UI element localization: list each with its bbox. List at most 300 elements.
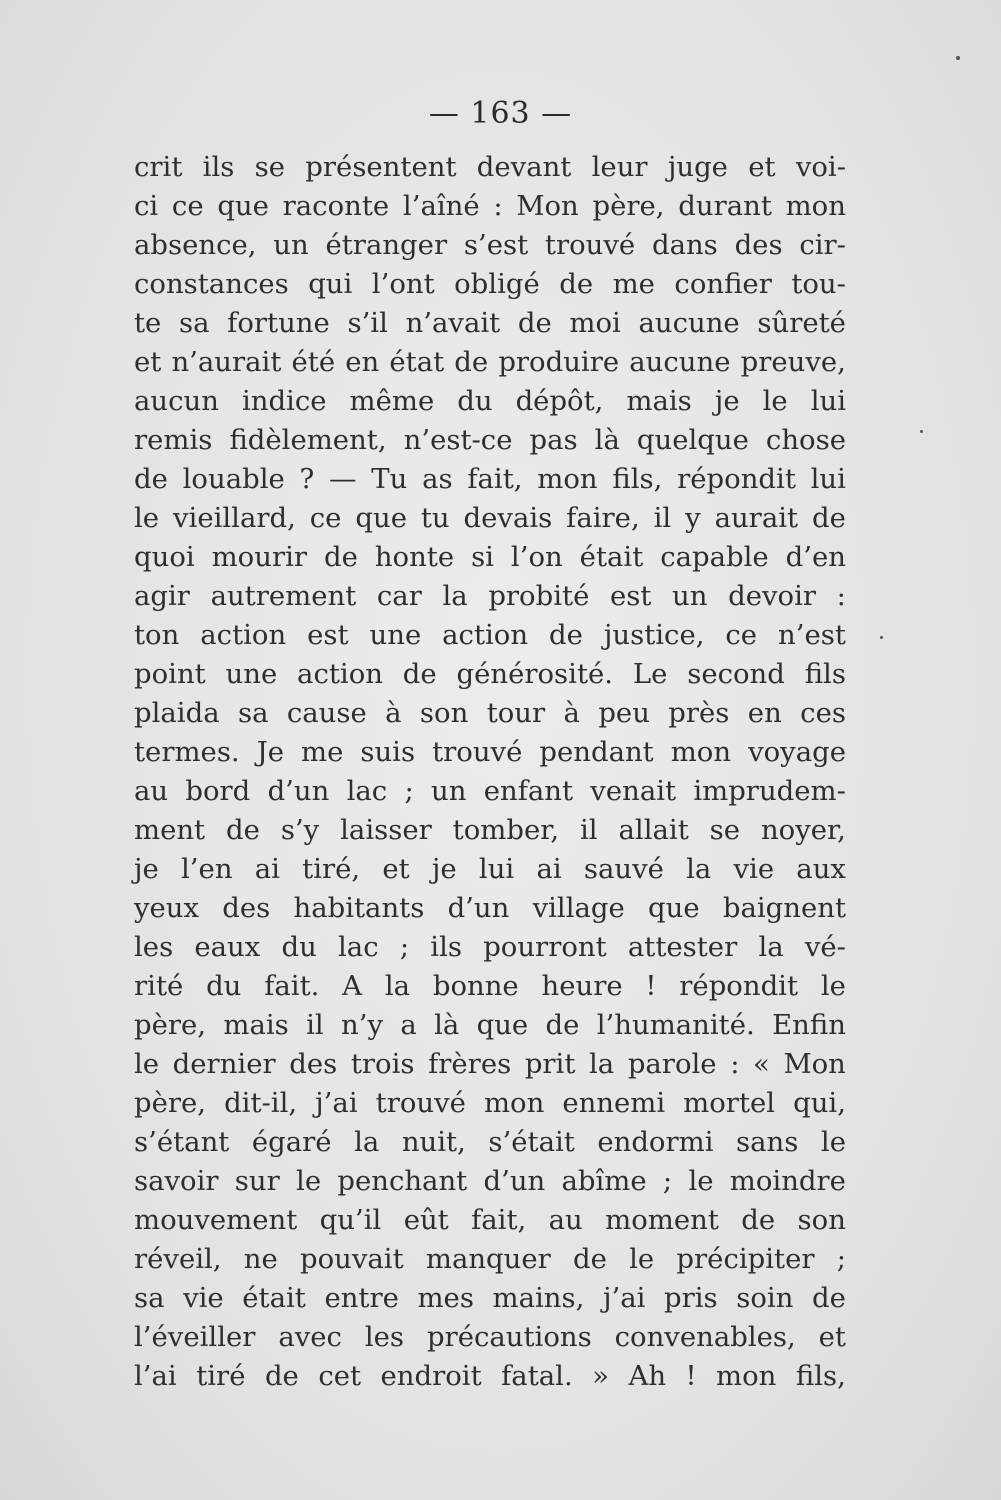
- word: indice: [241, 385, 327, 417]
- word: trouvé: [432, 736, 523, 768]
- word: le: [134, 502, 160, 534]
- word: second: [687, 658, 785, 690]
- word: un: [672, 580, 708, 612]
- word: sur: [234, 1165, 280, 1197]
- word: il: [306, 1009, 324, 1041]
- text-line: [134, 850, 846, 889]
- word: pouvait: [300, 1243, 404, 1275]
- word: qui: [308, 268, 353, 300]
- word: car: [376, 580, 422, 612]
- word: en: [345, 346, 380, 378]
- word: —: [329, 463, 357, 495]
- word: père,: [592, 190, 665, 222]
- word: le: [134, 1048, 160, 1080]
- text-line: [134, 1162, 846, 1201]
- word: justice,: [603, 619, 705, 651]
- word: vie: [183, 1282, 224, 1314]
- word: n’avait: [405, 307, 501, 339]
- body-text: [134, 148, 846, 1396]
- text-line: [134, 616, 846, 655]
- text-line: [134, 265, 846, 304]
- word: endormi: [597, 1126, 714, 1158]
- word: y: [685, 502, 701, 534]
- word: aucun: [134, 385, 219, 417]
- word: me: [612, 268, 655, 300]
- text-line: [134, 889, 846, 928]
- text-line: [134, 382, 846, 421]
- word: voi-: [795, 151, 846, 183]
- word: l’aîné: [402, 190, 480, 222]
- word: ce: [171, 190, 204, 222]
- word: cet: [318, 1360, 362, 1392]
- word: soin: [736, 1282, 794, 1314]
- word: n’est-ce: [403, 424, 513, 456]
- word: sauvé: [583, 853, 664, 885]
- word: mortel: [683, 1087, 776, 1119]
- word: le: [296, 1165, 322, 1197]
- word: habitants: [293, 892, 425, 924]
- word: qu’il: [319, 1204, 382, 1236]
- word: Le: [632, 658, 668, 690]
- word: laisser: [340, 814, 432, 846]
- word: au: [134, 775, 169, 807]
- word: quelque: [636, 424, 749, 456]
- word: est: [609, 580, 652, 612]
- word: cir-: [799, 229, 846, 261]
- word: que: [355, 502, 407, 534]
- word: aucune: [638, 307, 740, 339]
- word: mourir: [211, 541, 308, 573]
- word: point: [134, 658, 206, 690]
- text-line: [134, 655, 846, 694]
- word: était: [579, 541, 644, 573]
- text-line: [134, 811, 846, 850]
- word: fils,: [795, 1360, 846, 1392]
- word: égaré: [251, 1126, 332, 1158]
- word: produire: [498, 346, 620, 378]
- word: rité: [134, 970, 184, 1002]
- word: se: [254, 151, 286, 183]
- word: de: [559, 268, 594, 300]
- word: n’y: [341, 1009, 384, 1041]
- word: trouvé: [544, 229, 636, 261]
- word: bord: [185, 775, 251, 807]
- text-line: [134, 226, 846, 265]
- word: répondit: [679, 970, 799, 1002]
- word: tiré,: [302, 853, 361, 885]
- word: lui: [810, 385, 846, 417]
- word: répondit: [677, 463, 796, 495]
- word: bonne: [432, 970, 519, 1002]
- word: mains,: [492, 1282, 585, 1314]
- word: de: [454, 346, 489, 378]
- word: termes.: [134, 736, 240, 768]
- word: qui,: [793, 1087, 846, 1119]
- word: Tu: [371, 463, 408, 495]
- word: fait,: [471, 1204, 527, 1236]
- word: tou-: [791, 268, 846, 300]
- word: devoir: [728, 580, 817, 612]
- word: je: [134, 853, 159, 885]
- word: Je: [256, 736, 284, 768]
- word: action: [297, 658, 383, 690]
- word: à: [563, 697, 580, 729]
- word: quoi: [134, 541, 195, 573]
- word: baignent: [722, 892, 846, 924]
- word: le: [762, 385, 788, 417]
- word: l’éveiller: [134, 1321, 256, 1353]
- word: je: [431, 853, 457, 885]
- word: du: [457, 385, 493, 417]
- word: que: [217, 190, 269, 222]
- text-line: [134, 1279, 846, 1318]
- word: le: [820, 970, 846, 1002]
- word: d’un: [483, 1165, 546, 1197]
- word: abîme: [561, 1165, 647, 1197]
- word: allait: [618, 814, 689, 846]
- word: j’ai: [602, 1282, 646, 1314]
- word: louable: [182, 463, 285, 495]
- word: aucune: [629, 346, 731, 378]
- word: ai: [536, 853, 562, 885]
- word: tu: [420, 502, 450, 534]
- word: pas: [529, 424, 578, 456]
- word: été: [291, 346, 336, 378]
- word: état: [389, 346, 445, 378]
- word: précautions: [426, 1321, 592, 1353]
- word: l’ont: [371, 268, 435, 300]
- word: tiré: [196, 1360, 246, 1392]
- word: étranger: [325, 229, 448, 261]
- word: s’étant: [134, 1126, 230, 1158]
- word: ;: [404, 775, 414, 807]
- word: pris: [664, 1282, 718, 1314]
- word: agir: [134, 580, 190, 612]
- word: mon: [670, 736, 732, 768]
- word: trouvé: [375, 1087, 466, 1119]
- word: manquer: [425, 1243, 551, 1275]
- word: faire,: [566, 502, 640, 534]
- word: village: [532, 892, 625, 924]
- word: s’était: [488, 1126, 575, 1158]
- word: la: [384, 970, 411, 1002]
- word: de: [402, 658, 437, 690]
- text-line: [134, 499, 846, 538]
- word: me: [301, 736, 344, 768]
- word: nuit,: [401, 1126, 466, 1158]
- text-line: [134, 538, 846, 577]
- word: dépôt,: [515, 385, 604, 417]
- word: mon: [537, 463, 598, 495]
- word: dans: [651, 229, 718, 261]
- word: des: [222, 892, 271, 924]
- word: ils: [430, 931, 462, 963]
- word: père,: [134, 1009, 207, 1041]
- word: vie: [733, 853, 775, 885]
- word: la: [442, 580, 468, 612]
- word: fidèlement,: [229, 424, 387, 456]
- word: le: [688, 1165, 714, 1197]
- text-line: [134, 421, 846, 460]
- word: fils,: [612, 463, 663, 495]
- word: mon: [483, 1087, 545, 1119]
- text-line: [134, 1357, 846, 1396]
- word: durant: [678, 190, 772, 222]
- word: la: [589, 1048, 615, 1080]
- word: ce: [725, 619, 758, 651]
- word: lui: [478, 853, 515, 885]
- word: :: [836, 580, 846, 612]
- word: penchant: [337, 1165, 468, 1197]
- text-line: [134, 772, 846, 811]
- word: ;: [836, 1243, 846, 1275]
- word: eaux: [194, 931, 261, 963]
- word: un: [431, 775, 467, 807]
- word: constances: [134, 268, 289, 300]
- word: as: [422, 463, 453, 495]
- word: de: [573, 1243, 607, 1275]
- word: eût: [403, 1204, 449, 1236]
- word: des: [734, 229, 783, 261]
- word: là: [594, 424, 620, 456]
- word: son: [797, 1204, 846, 1236]
- word: crit: [134, 151, 183, 183]
- word: obligé: [454, 268, 540, 300]
- word: fait,: [467, 463, 523, 495]
- word: une: [369, 619, 422, 651]
- word: sa: [178, 307, 210, 339]
- word: père,: [134, 1087, 207, 1119]
- text-line: [134, 1084, 846, 1123]
- word: ces: [800, 697, 846, 729]
- text-line: [134, 1201, 846, 1240]
- text-line: [134, 1318, 846, 1357]
- word: Mon: [783, 1048, 846, 1080]
- text-line: [134, 187, 846, 226]
- word: avec: [278, 1321, 342, 1353]
- word: Enfin: [772, 1009, 846, 1041]
- word: l’on: [510, 541, 563, 573]
- word: entre: [324, 1282, 399, 1314]
- word: honte: [374, 541, 455, 573]
- word: était: [242, 1282, 306, 1314]
- text-line: [134, 460, 846, 499]
- word: fortune: [227, 307, 330, 339]
- text-line: [134, 304, 846, 343]
- word: action: [442, 619, 529, 651]
- word: j’ai: [315, 1087, 358, 1119]
- word: raconte: [282, 190, 390, 222]
- word: l’humanité.: [596, 1009, 755, 1041]
- word: ce: [309, 502, 342, 534]
- text-line: [134, 1123, 846, 1162]
- word: sa: [237, 697, 269, 729]
- word: de: [549, 619, 583, 651]
- word: vé-: [804, 931, 846, 963]
- word: de: [323, 541, 358, 573]
- word: pourront: [483, 931, 607, 963]
- paper-speck: [880, 636, 883, 639]
- word: sûreté: [757, 307, 846, 339]
- word: les: [364, 1321, 405, 1353]
- word: autrement: [210, 580, 357, 612]
- word: de: [812, 1282, 846, 1314]
- word: ;: [399, 931, 410, 963]
- word: trois: [350, 1048, 415, 1080]
- word: ?: [299, 463, 315, 495]
- word: moindre: [729, 1165, 846, 1197]
- word: dernier: [172, 1048, 276, 1080]
- word: cause: [286, 697, 367, 729]
- word: lui: [810, 463, 846, 495]
- word: fils: [804, 658, 846, 690]
- word: venait: [590, 775, 677, 807]
- word: voyage: [748, 736, 846, 768]
- word: mais: [223, 1009, 289, 1041]
- word: attester: [627, 931, 738, 963]
- word: heure: [541, 970, 623, 1002]
- word: !: [685, 1360, 697, 1392]
- word: il: [580, 814, 598, 846]
- word: s’est: [463, 229, 529, 261]
- word: de: [264, 1360, 299, 1392]
- word: peu: [598, 697, 650, 729]
- word: même: [349, 385, 435, 417]
- word: imprudem-: [693, 775, 846, 807]
- word: !: [645, 970, 657, 1002]
- word: les: [134, 931, 174, 963]
- word: ;: [662, 1165, 673, 1197]
- word: de: [811, 502, 846, 534]
- text-line: [134, 577, 846, 616]
- word: fait.: [264, 970, 320, 1002]
- word: son: [419, 697, 469, 729]
- word: est: [307, 619, 349, 651]
- word: de: [545, 1009, 580, 1041]
- word: fatal.: [501, 1360, 573, 1392]
- word: et: [818, 1321, 846, 1353]
- word: un: [273, 229, 309, 261]
- word: le: [820, 1126, 846, 1158]
- word: :: [730, 1048, 740, 1080]
- word: l’en: [181, 853, 233, 885]
- word: que: [476, 1009, 529, 1041]
- text-line: [134, 733, 846, 772]
- word: la: [686, 853, 712, 885]
- word: confier: [674, 268, 772, 300]
- word: et: [134, 346, 162, 378]
- text-line: [134, 343, 846, 382]
- word: une: [225, 658, 278, 690]
- word: sans: [736, 1126, 799, 1158]
- word: savoir: [134, 1165, 219, 1197]
- word: yeux: [134, 892, 200, 924]
- word: a: [400, 1009, 417, 1041]
- word: et: [382, 853, 410, 885]
- word: aurait: [714, 502, 799, 534]
- text-line: [134, 148, 846, 187]
- word: »: [592, 1360, 609, 1392]
- word: mon: [785, 190, 846, 222]
- text-line: [134, 967, 846, 1006]
- paper-speck: [956, 56, 960, 60]
- word: mais: [626, 385, 692, 417]
- word: du: [281, 931, 317, 963]
- word: lac: [338, 931, 379, 963]
- word: de: [741, 1204, 776, 1236]
- word: n’est: [778, 619, 846, 651]
- word: ton: [134, 619, 180, 651]
- word: je: [714, 385, 740, 417]
- word: capable: [660, 541, 769, 573]
- word: d’un: [447, 892, 510, 924]
- word: juge: [667, 151, 728, 183]
- word: A: [342, 970, 363, 1002]
- word: l’ai: [134, 1360, 177, 1392]
- word: que: [648, 892, 700, 924]
- word: ment: [134, 814, 206, 846]
- paper-speck: [920, 430, 923, 433]
- word: s’y: [280, 814, 320, 846]
- word: sa: [134, 1282, 165, 1314]
- text-line: [134, 1006, 846, 1045]
- word: action: [200, 619, 287, 651]
- word: du: [206, 970, 242, 1002]
- word: le: [629, 1243, 655, 1275]
- word: moi: [569, 307, 621, 339]
- word: remis: [134, 424, 213, 456]
- word: de: [226, 814, 260, 846]
- word: te: [134, 307, 162, 339]
- word: ils: [202, 151, 235, 183]
- word: suis: [360, 736, 416, 768]
- word: dit-il,: [224, 1087, 298, 1119]
- word: si: [471, 541, 494, 573]
- word: parole: [627, 1048, 717, 1080]
- word: la: [758, 931, 784, 963]
- text-line: [134, 928, 846, 967]
- word: leur: [591, 151, 648, 183]
- word: frères: [428, 1048, 512, 1080]
- word: pendant: [539, 736, 654, 768]
- word: vieillard,: [172, 502, 296, 534]
- word: tour: [486, 697, 546, 729]
- word: il: [653, 502, 672, 534]
- word: ai: [254, 853, 280, 885]
- word: ci: [134, 190, 159, 222]
- word: noyer,: [760, 814, 846, 846]
- word: devant: [476, 151, 572, 183]
- word: mes: [417, 1282, 474, 1314]
- page-number: — 163 —: [428, 96, 573, 131]
- word: s’il: [347, 307, 388, 339]
- word: des: [289, 1048, 338, 1080]
- word: près: [668, 697, 730, 729]
- word: ne: [243, 1243, 278, 1275]
- word: au: [548, 1204, 583, 1236]
- word: chose: [765, 424, 846, 456]
- word: devais: [463, 502, 553, 534]
- word: probité: [488, 580, 590, 612]
- word: ennemi: [562, 1087, 666, 1119]
- word: en: [747, 697, 782, 729]
- word: prit: [524, 1048, 576, 1080]
- word: la: [354, 1126, 380, 1158]
- word: précipiter: [676, 1243, 815, 1275]
- word: moment: [605, 1204, 719, 1236]
- word: Ah: [628, 1360, 667, 1392]
- word: preuve,: [740, 346, 846, 378]
